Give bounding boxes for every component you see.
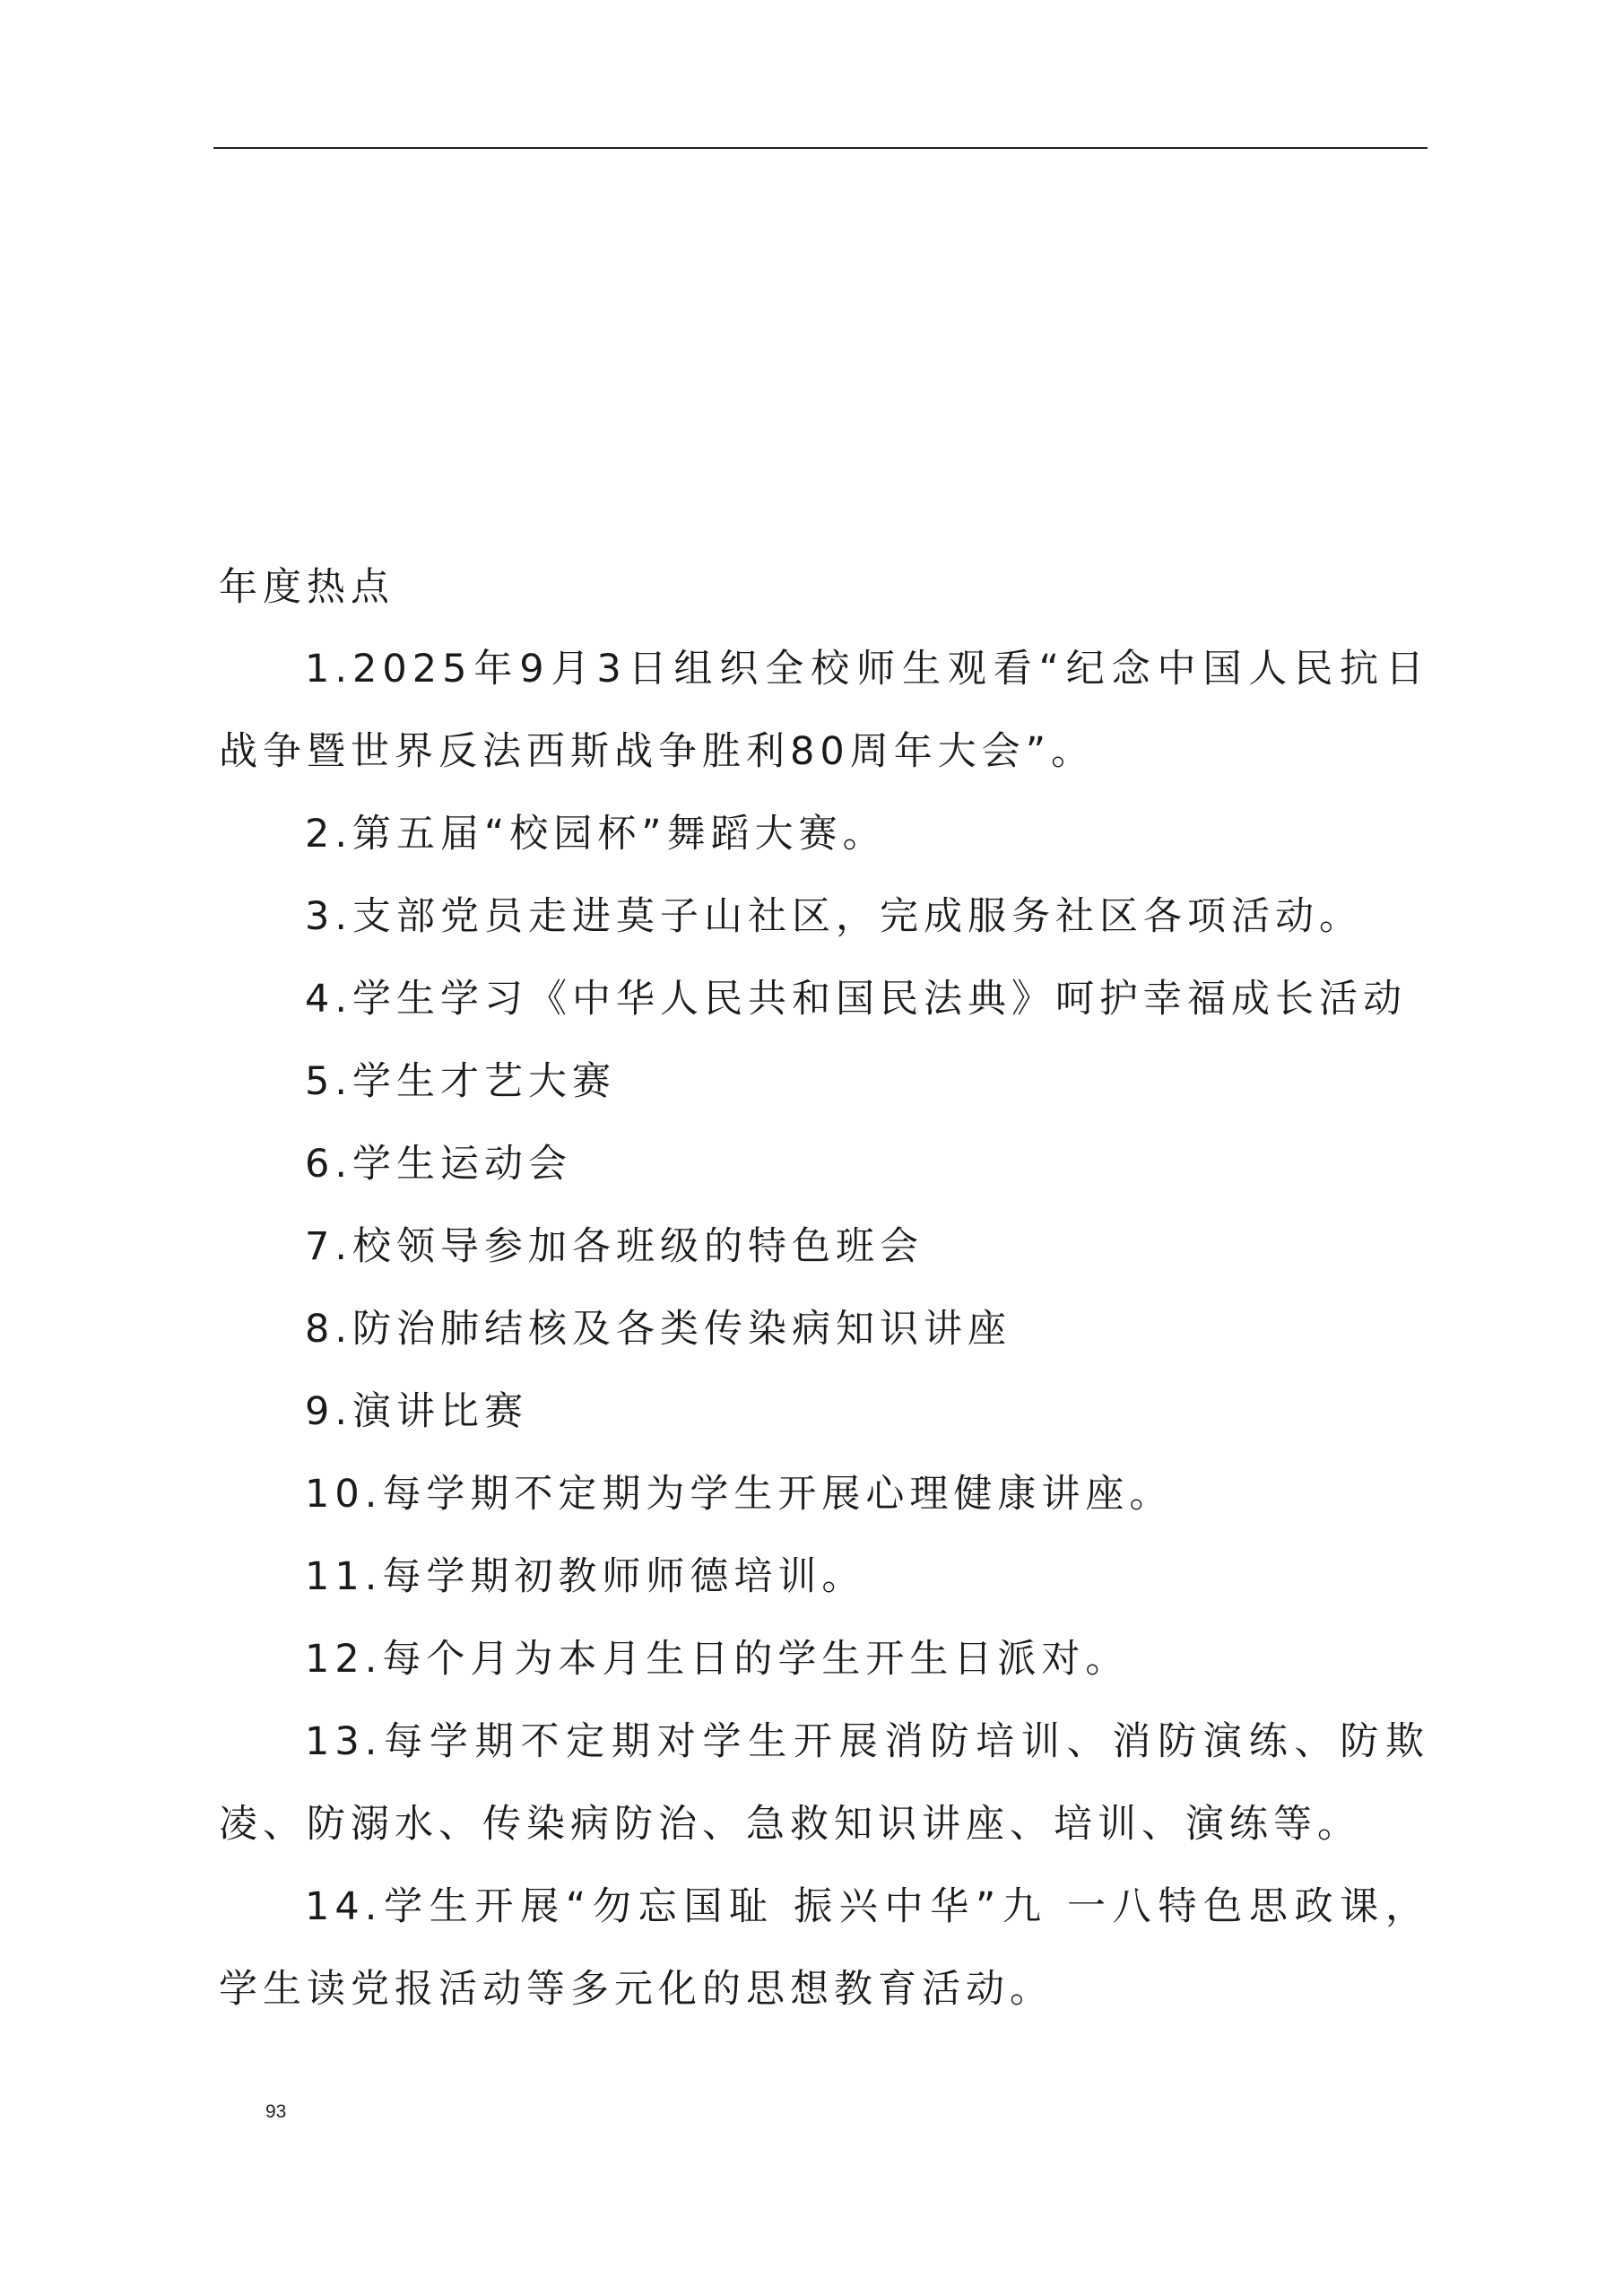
list-item-14: 14.学生开展“勿忘国耻 振兴中华”九 一八特色思政课，学生读党报活动等多元化的思想教育活动。 <box>219 1884 1429 2012</box>
list-item-10: 10.每学期不定期为学生开展心理健康讲座。 <box>305 1472 1174 1517</box>
list-item-7: 7.校领导参加各班级的特色班会 <box>305 1224 924 1269</box>
list-item-9: 9.演讲比赛 <box>305 1389 529 1434</box>
list-item-2: 2.第五届“校园杯”舞蹈大赛。 <box>305 812 887 857</box>
list-item-8: 8.防治肺结核及各类传染病知识讲座 <box>305 1307 1012 1352</box>
list-item-5: 5.学生才艺大赛 <box>305 1059 617 1104</box>
list-item-11: 11.每学期初教师师德培训。 <box>305 1554 866 1599</box>
list-item-3: 3.支部党员走进莫子山社区，完成服务社区各项活动。 <box>305 894 1364 939</box>
section-title: 年度热点 <box>219 565 395 610</box>
list-item-4: 4.学生学习《中华人民共和国民法典》呵护幸福成长活动 <box>305 977 1408 1022</box>
page-content <box>219 547 1429 2031</box>
list-item-12: 12.每个月为本月生日的学生开生日派对。 <box>305 1637 1130 1682</box>
list-item-6: 6.学生运动会 <box>305 1142 573 1187</box>
list-item-1: 1.2025年9月3日组织全校师生观看“纪念中国人民抗日战争暨世界反法西斯战争胜利80周年大会”。 <box>219 647 1429 774</box>
header-rule <box>213 147 1428 149</box>
list-item-13: 13.每学期不定期对学生开展消防培训、消防演练、防欺凌、防溺水、传染病防治、急救知识讲座、培训、演练等。 <box>219 1719 1429 1847</box>
page-number: 93 <box>265 2101 287 2122</box>
